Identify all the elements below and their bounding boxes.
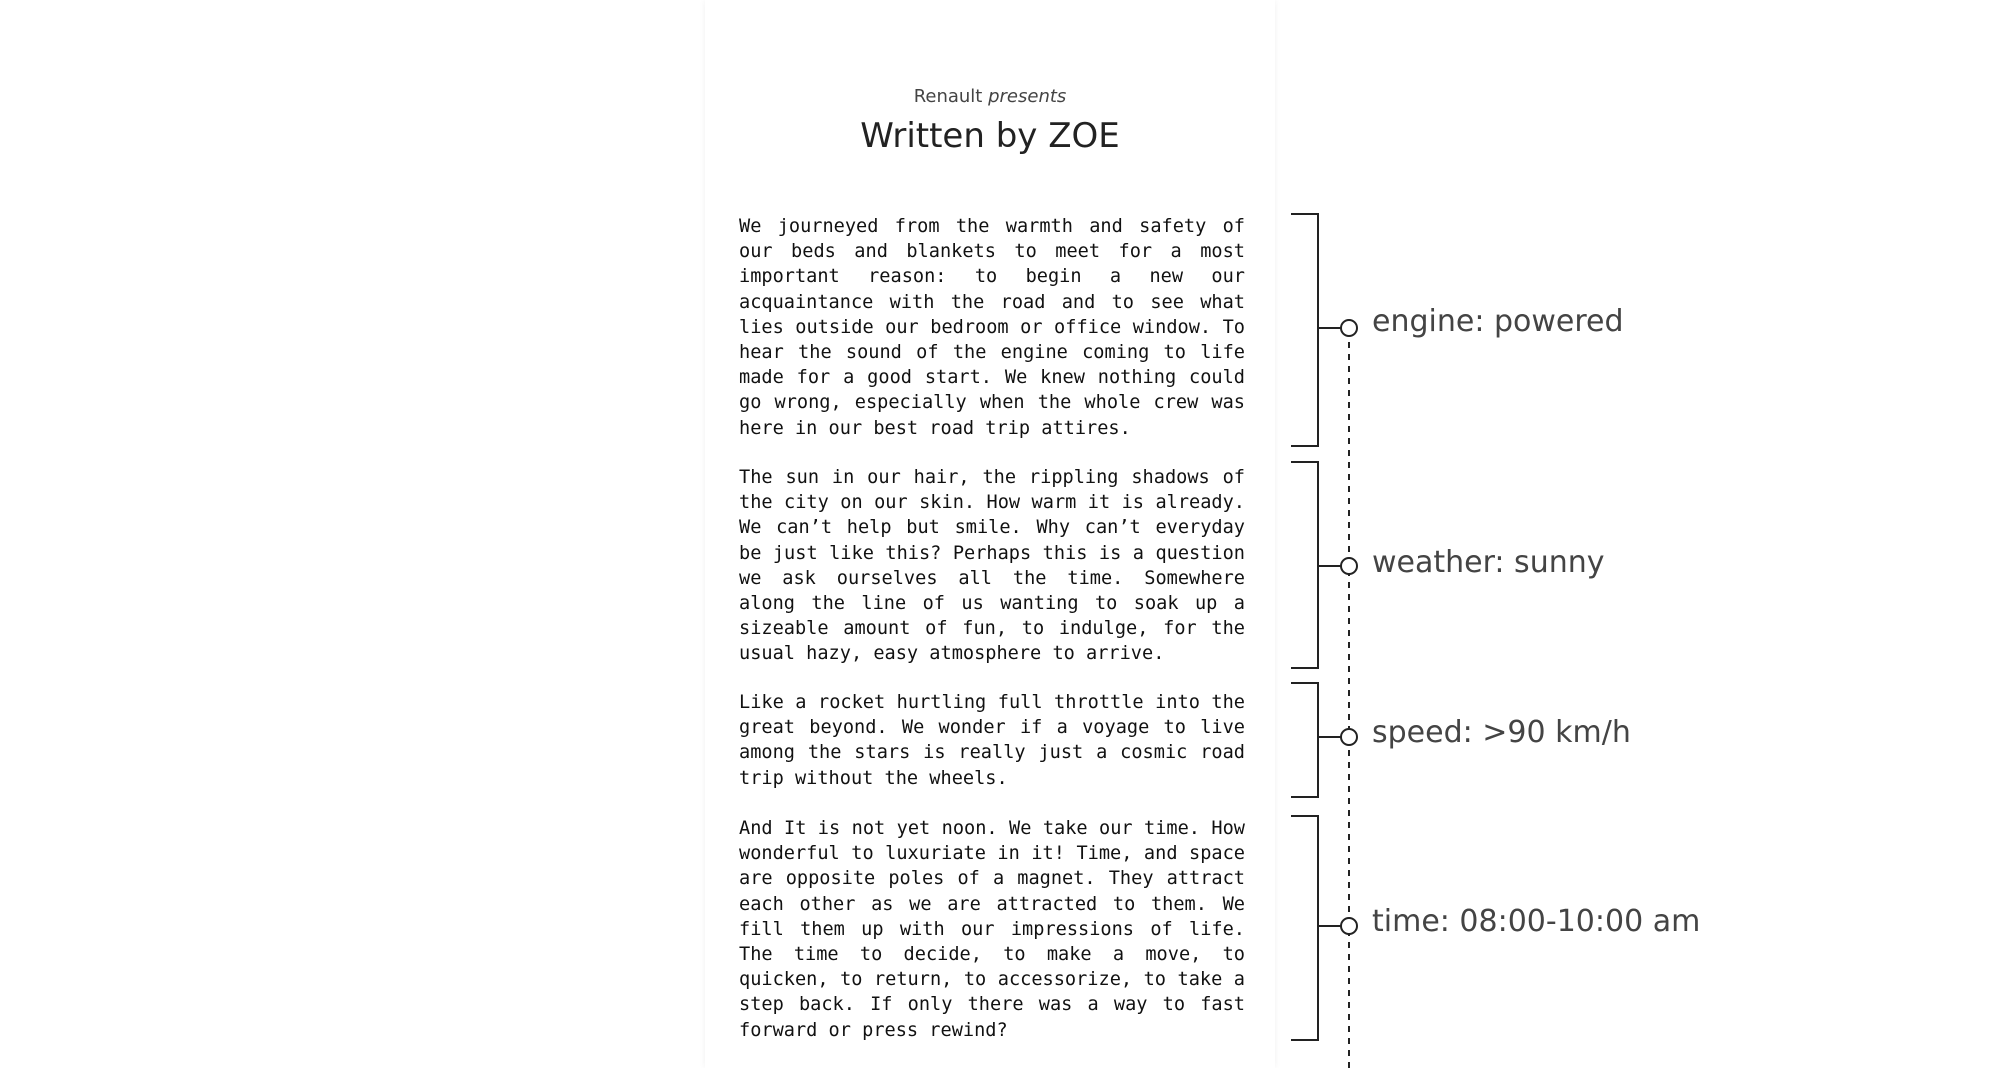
story-paragraph: Like a rocket hurtling full throttle into the great beyond. We wonder if a voyage to live among the stars is really just a cosmic road trip without the wheels. bbox=[739, 692, 1245, 789]
timeline-bracket bbox=[1291, 214, 1357, 446]
page-title: Written by ZOE bbox=[860, 116, 1120, 156]
timeline-label-engine: engine: powered bbox=[1372, 304, 1624, 339]
timeline-node bbox=[1341, 320, 1357, 336]
timeline-bracket bbox=[1291, 462, 1357, 668]
timeline-node bbox=[1341, 558, 1357, 574]
story-paragraph: The sun in our hair, the rippling shadows of the city on our skin. How warm it is already. We can’t help but smile. Why can’t everyday be just like this? Perhaps this is a question we ask ourselves all the time. Somewhere along the line of us wanting to soak up a sizeable amount of fun, to indulge, for the usual hazy, easy atmosphere to arrive. bbox=[739, 467, 1245, 665]
story-paragraph: And It is not yet noon. We take our time. How wonderful to luxuriate in it! Time, and space are opposite poles of a magnet. They attract each other as we are attracted to them. We fill them up with our impressions of life. The time to decide, to make a move, to quicken, to return, to accessorize, to take a step back. If only there was a way to fast forward or press rewind? bbox=[739, 818, 1245, 1041]
presents-word: presents bbox=[988, 86, 1067, 107]
story-paragraph: We journeyed from the warmth and safety of our beds and blankets to meet for a most important reason: to begin a new our acquaintance with the road and to see what lies outside our bedroom or office window. To hear the sound of the engine coming to life made for a good start. We knew nothing could go wrong, especially when the whole crew was here in our best road trip attires. bbox=[739, 216, 1245, 439]
timeline-bracket bbox=[1291, 683, 1357, 797]
timeline-node bbox=[1341, 729, 1357, 745]
timeline-label-weather: weather: sunny bbox=[1372, 545, 1605, 580]
timeline-label-speed: speed: >90 km/h bbox=[1372, 715, 1631, 750]
timeline-label-time: time: 08:00-10:00 am bbox=[1372, 904, 1701, 939]
brand-name: Renault bbox=[913, 86, 983, 107]
timeline-node bbox=[1341, 918, 1357, 934]
timeline-bracket bbox=[1291, 816, 1357, 1040]
presents-line bbox=[705, 86, 1275, 107]
